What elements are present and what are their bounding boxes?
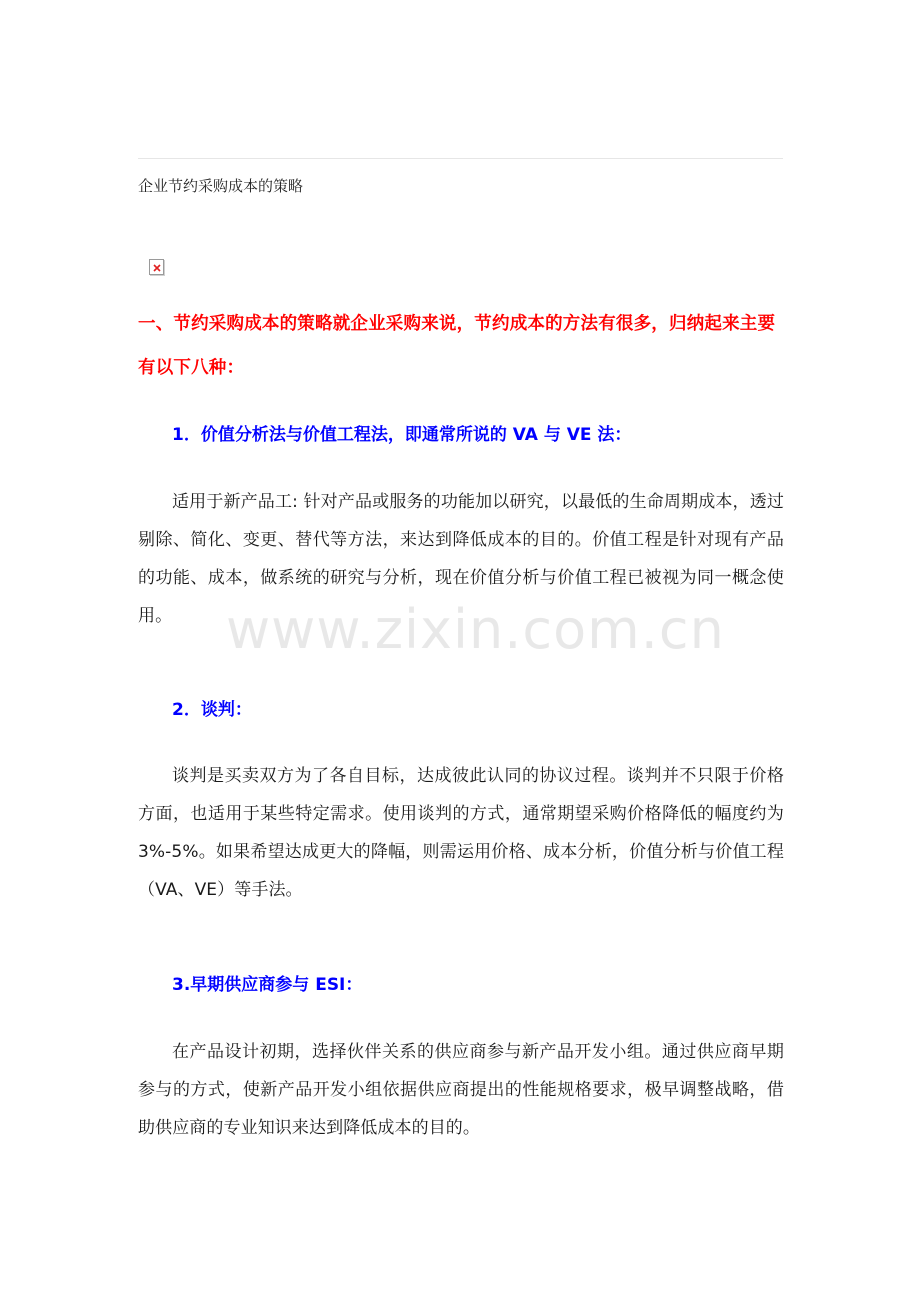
section-heading: 一、节约采购成本的策略就企业采购来说，节约成本的方法有很多，归纳起来主要有以下八种： — [138, 314, 776, 378]
document-title: 企业节约采购成本的策略 — [138, 177, 304, 195]
item-body-2: 谈判是买卖双方为了各自目标，达成彼此认同的协议过程。谈判并不只限于价格方面，也适用于某些特定需求。使用谈判的方式，通常期望采购价格降低的幅度约为 3%-5%。如果希望达成更大的降幅，则需运用价格、成本分析，价值分析与价值工程（VA、VE）等手法。 — [138, 766, 784, 900]
top-divider — [138, 158, 783, 159]
item-body-3: 在产品设计初期，选择伙伴关系的供应商参与新产品开发小组。通过供应商早期参与的方式，使新产品开发小组依据供应商提出的性能规格要求，极早调整战略，借助供应商的专业知识来达到降低成本的目的。 — [138, 1042, 784, 1138]
watermark: www.zixin.com.cn — [226, 598, 725, 661]
item-heading-2: 2．谈判： — [172, 700, 252, 720]
item-heading-3: 3.早期供应商参与 ESI： — [172, 975, 363, 995]
item-body-1: 适用于新产品工: 针对产品或服务的功能加以研究，以最低的生命周期成本，透过剔除、简化、变更、替代等方法，来达到降低成本的目的。价值工程是针对现有产品的功能、成本，做系统的研究与分析，现在价值分析与价值工程已被视为同一概念使用。 — [138, 492, 784, 626]
item-heading-1: 1．价值分析法与价值工程法，即通常所说的 VA 与 VE 法： — [172, 425, 632, 445]
broken-image-icon — [149, 259, 164, 275]
